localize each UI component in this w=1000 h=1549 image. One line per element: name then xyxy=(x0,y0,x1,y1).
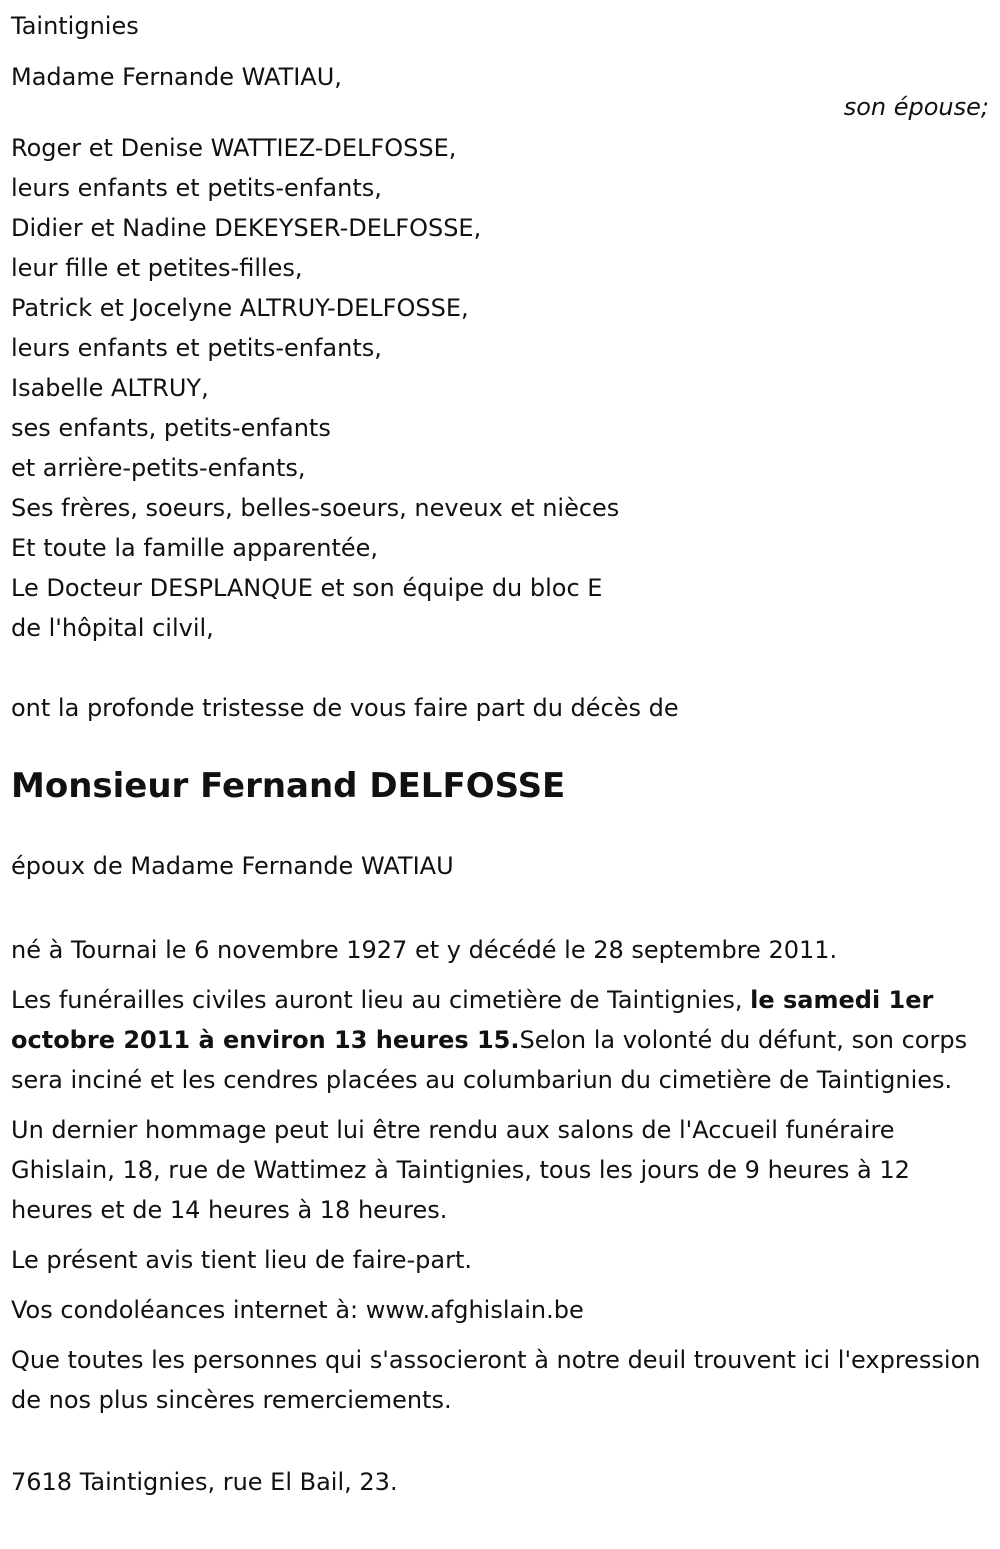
funeral-date: le samedi 1er octobre 2011 à environ 13 heures 15. xyxy=(11,986,934,1054)
family-line: Didier et Nadine DEKEYSER-DELFOSSE, xyxy=(11,214,482,242)
family-line: Patrick et Jocelyne ALTRUY-DELFOSSE, xyxy=(11,294,469,322)
spouse-name: Madame Fernande WATIAU, xyxy=(11,63,342,91)
family-line: ses enfants, petits-enfants xyxy=(11,414,331,442)
obituary-notice xyxy=(11,0,989,1502)
family-line: Isabelle ALTRUY, xyxy=(11,374,209,402)
family-line: leurs enfants et petits-enfants, xyxy=(11,334,382,362)
family-line: leurs enfants et petits-enfants, xyxy=(11,174,382,202)
family-line: Ses frères, soeurs, belles-soeurs, neveux et nièces xyxy=(11,494,620,522)
funeral-paragraph xyxy=(11,980,989,1100)
spacer xyxy=(11,648,989,688)
town-heading: Taintignies xyxy=(11,12,139,40)
epoux-line: époux de Madame Fernande WATIAU xyxy=(11,852,454,880)
hommage-paragraph: Un dernier hommage peut lui être rendu aux salons de l'Accueil funéraire Ghislain, 18, rue de Wattimez à Taintignies, tous les jours de 9 heures à 12 heures et de 14 heures à 18 heures. xyxy=(11,1116,910,1224)
avis-line: Le présent avis tient lieu de faire-part. xyxy=(11,1246,473,1274)
family-line: Roger et Denise WATTIEZ-DELFOSSE, xyxy=(11,134,457,162)
family-line: leur fille et petites-filles, xyxy=(11,254,303,282)
birth-death: né à Tournai le 6 novembre 1927 et y décédé le 28 septembre 2011. xyxy=(11,936,838,964)
deceased-name: Monsieur Fernand DELFOSSE xyxy=(11,766,566,806)
condoleances-line: Vos condoléances internet à: www.afghislain.be xyxy=(11,1296,584,1324)
family-line: Le Docteur DESPLANQUE et son équipe du bloc E xyxy=(11,574,603,602)
family-line: de l'hôpital cilvil, xyxy=(11,614,214,642)
family-line: et arrière-petits-enfants, xyxy=(11,454,306,482)
funeral-rest: Selon la volonté du défunt, son corps sera inciné et les cendres placées au columbariun du cimetière de Taintignies. xyxy=(11,1026,968,1094)
family-list xyxy=(11,128,989,648)
family-line: Et toute la famille apparentée, xyxy=(11,534,379,562)
announcement: ont la profonde tristesse de vous faire part du décès de xyxy=(11,694,679,722)
address-line: 7618 Taintignies, rue El Bail, 23. xyxy=(11,1468,398,1496)
funeral-intro: Les funérailles civiles auront lieu au cimetière de Taintignies, xyxy=(11,986,751,1014)
remerciements-paragraph: Que toutes les personnes qui s'associeront à notre deuil trouvent ici l'expression de nos plus sincères remerciements. xyxy=(11,1346,981,1414)
spouse-role: son épouse; xyxy=(843,93,989,121)
